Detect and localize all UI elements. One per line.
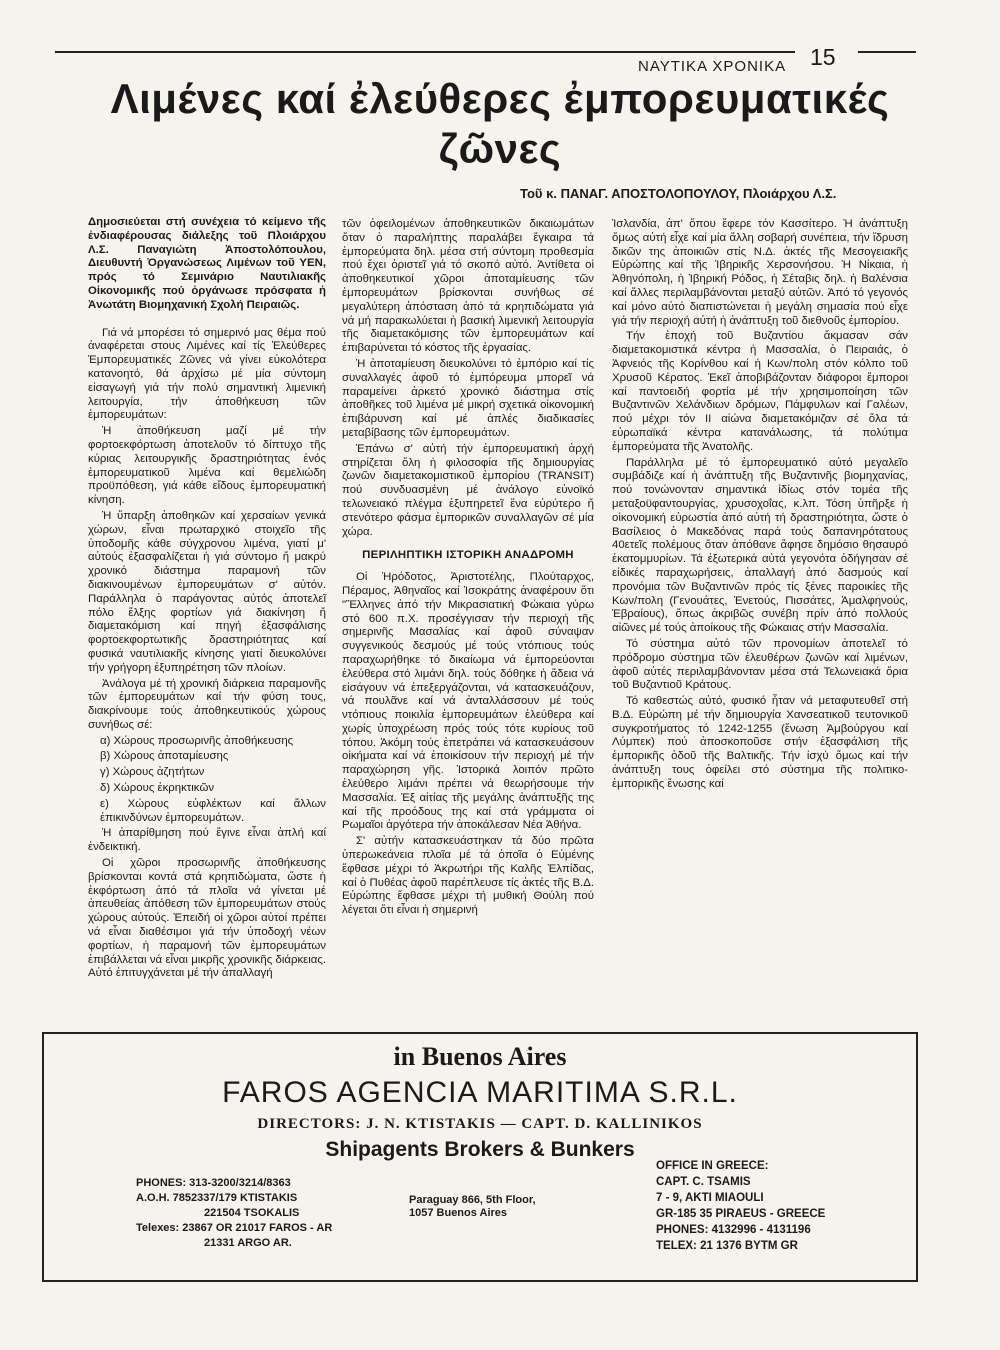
ad-phones: PHONES: 313-3200/3214/8363 [136,1177,291,1189]
ad-greece-contact: CAPT. C. TSAMIS [656,1176,751,1188]
ad-address-line: 1057 Buenos Aires [409,1207,508,1219]
paragraph: Ἡ ὕπαρξη ἀποθηκῶν καί χερσαίων γενικά χώρων, εἶναι πρωταρχικό στοιχεῖο τῆς ὑποδομῆς κάθε σύγχρονου λιμένα, γιατί μ' αὐτούς ἐξασφαλίζεται ἡ γιά σύντομο ἤ μακρύ χρονικό διάστημα παραμονή τῶν διακινουμένων ἐμπορευμάτων σ' αὐτόν. Παράλληλα ὁ παράγοντας αὐτός ἀποτελεῖ πόλο ἕλξης φορτίων γιά διακίνηση ἤ διαμετακόμιση καί πηγή ἐξασφάλισης φορτοεκφορτωτικῆς δραστηριότητας καί φυσικά ναυτιλιακῆς κίνησης γιατί διευκολύνει τήν γρήγορη ἐξυπηρέτηση τῶν πλοίων. [88,509,326,674]
article-title-line1: Λιμένες καί ἐλεύθερες ἐμπορευματικές [110,75,890,122]
paragraph: Γιά νά μπορέσει τό σημερινό μας θέμα πού ἀναφέρεται στους Λιμένες καί τίς Ἐλεύθερες Ἐμπορευματικές Ζῶνες νά γίνει εὐκολότερα κατανοητό, θά ἀρχίσω μέ μία σύντομη εἰσαγωγή γιά τήν πολύ σημαντική λιμενική λειτουργία, τήν ἀποθήκευση τῶν ἐμπορευμάτων: [88,326,326,422]
ad-services: Shipagents Brokers & Bunkers [325,1138,635,1161]
paragraph: Ἡ ἀποταμίευση διευκολύνει τό ἐμπόριο καί τίς συναλλαγές ἀφοῦ τό ἐμπόρευμα μπορεῖ νά παραμείνει ἀρκετό χρονικό διάστημα στίς ἀποθῆκες τοῦ λιμένα μέ μικρή σχετικά οἰκονομική ἐπιβάρυνση καί μέ ἁπλές διαδικασίες μεταβίβασης τῶν ἐμπορευμάτων. [342,357,594,439]
paragraph: τῶν ὀφειλομένων ἀποθηκευτικῶν δικαιωμάτων ὅταν ὁ παραλήπτης παραλάβει ἔγκαιρα τά ἐμπορεύματα δηλ. μέσα στή σύντομη προθεσμία πού ἔχει ὁριστεῖ γιά τό σκοπό αὐτό. Ἀντίθετα οἱ ἀποθηκευτικοί χῶροι ἀποταμίευσης τῶν ἐμπορευμάτων βρίσκονται συνήθως σέ μεγαλύτερη ἀπόσταση ἀπό τά κρηπιδώματα γιά νά μή παρακωλύεται ἡ βασική λιμενική λειτουργία τῆς διαμετακόμισης τῶν ἐμπορευμάτων καί ἐπιβαρύνεται τό κόστος τῆς ἐργασίας. [342,218,594,355]
page-number: 15 [810,44,836,70]
paragraph: Ἰσλανδία, ἀπ' ὅπου ἔφερε τόν Κασσίτερο. Ἡ ἀνάπτυξη ὅμως αὐτή εἶχε καί μία ἄλλη σοβαρή συνέπεια, τήν ἵδρυση δικῶν της ἀποικιῶν στίς Ν.Δ. ἀκτές τῆς Μεσογειακῆς Εὐρώπης καί τῆς Ἰβηρικῆς Χερσονήσου. Ἡ Νίκαια, ἡ Ἀθηνόπολη, ἡ Ἰβηρική Ρόδος, ἡ Σέταβις δηλ. ἡ Βαλένσια καί ἄλλες περιλαμβάνονται μεταξύ αὐτῶν. Ἀπό τό γεγονός καί μόνο αὐτό διαπιστώνεται ἡ μεγάλη σημασία πού εἶχε γιά τήν περιοχή αὐτή ἡ ἀνάπτυξη τοῦ διεθνοῦς ἐμπορίου. [612,218,908,327]
ad-company-name: FAROS AGENCIA MARITIMA S.R.L. [222,1076,738,1109]
ad-address [409,1194,536,1220]
article-title [60,74,940,174]
paragraph: Σ' αὐτήν κατασκευάστηκαν τά δύο πρῶτα ὑπερωκεάνεια πλοῖα μέ τά ὁποῖα ὁ Εὐμένης ἔφθασε μέχρι τό Ἀκρωτήρι τῆς Καλῆς Ἐλπίδας, καί ὁ Πυθέας ἀφοῦ παρέπλευσε τίς ἀκτές τῆς Β.Δ. Εὐρώπης ἔφθασε μέχρι τή μυθική Θούλη πού λέγεται ὅτι εἶναι ἡ σημερινή [342,835,594,917]
paragraph: Τό καθεστώς αὐτό, φυσικό ἦταν νά μεταφυτευθεῖ στή Β.Δ. Εὐρώπη μέ τήν δημιουργία Χανσεατικοῦ τευτονικοῦ συγκροτήματος τό 1242-1255 (ἕνωση Ἀμβούργου καί Λύμπεκ) πού ἀποσκοποῦσε στήν ἐξασφάλιση τῆς ἐμπορικῆς ὁδοῦ τῆς Βαλτικῆς. Τήν ἰσχύ ὅμως καί τήν ἀνάπτυξη τους ὀφείλει στό σύστημα τῆς πολιτικο-ἐμπορικῆς ἕνωσης καί [612,695,908,790]
section-heading: ΠΕΡΙΛΗΠΤΙΚΗ ΙΣΤΟΡΙΚΗ ΑΝΑΔΡΟΜΗ [362,549,574,562]
running-title: ΝΑΥΤΙΚΑ ΧΡΟΝΙΚΑ [638,58,787,75]
ad-location: in Buenos Aires [393,1042,567,1071]
column-3 [612,218,908,794]
article-title-line2: ζῶνες [438,125,562,172]
ad-contact-block [136,1176,332,1251]
ad-telexes: 21331 ARGO AR. [204,1237,292,1249]
ad-address-line: Paraguay 866, 5th Floor, [409,1194,536,1206]
column-1 [88,216,326,983]
lead-paragraph: Δημοσιεύεται στή συνέχεια τό κείμενο τῆς ἐνδιαφέρουσας διάλεξης τοῦ Πλοιάρχου Λ.Σ. Παναγιώτη Ἀποστολόπουλου, Διευθυντή Ὀργανώσεως Λιμένων τοῦ ΥΕΝ, πρός τό Σεμινάριο Ναυτιλιακῆς Οἰκονομικῆς πού ὀργάνωσε πρόσφατα ἡ Ἀνωτάτη Βιομηχανική Σχολή Πειραιῶς. [88,216,326,311]
ad-greece-telex: TELEX: 21 1376 BYTM GR [656,1240,798,1252]
list-item: α) Χώρους προσωρινῆς ἀποθήκευσης [100,734,294,747]
ad-greece-label: OFFICE IN GREECE: [656,1160,769,1172]
list-item: β) Χώρους ἀποταμίευσης [100,750,229,763]
paragraph: Ἡ ἀπαρίθμηση πού ἔγινε εἶναι ἁπλή καί ἐνδεικτική. [88,827,326,854]
ad-aoh: 221504 TSOKALIS [204,1207,300,1219]
ad-greece-phones: PHONES: 4132996 - 4131196 [656,1224,811,1236]
advertisement [42,1032,918,1282]
list-item: δ) Χώρους ἐκρηκτικῶν [100,782,215,795]
paragraph: Ἐπάνω σ' αὐτή τήν ἐμπορευματική ἀρχή στηρίζεται ὅλη ἡ φιλοσοφία τῆς δημιουργίας ζωνῶν διαμετακομιστικοῦ ἐμπορίου (TRANSIT) πού συνδυασμένη μέ ἀνάλογο εὐνοϊκό τελωνειακό πλέγμα ἐξυπηρετεῖ ἕνα εὐρύτερο ἤ στενότερο φάσμα ἐμπορικῶν συναλλαγῶν σέ μία χώρα. [342,442,594,538]
byline: Τοῦ κ. ΠΑΝΑΓ. ΑΠΟΣΤΟΛΟΠΟΥΛΟΥ, Πλοιάρχου Λ.Σ. [520,186,837,201]
paragraph: Παράλληλα μέ τό ἐμπορευματικό αὐτό μεγαλεῖο συμβάδιζε καί ἡ ἀνάπτυξη τῆς Βυζαντινῆς βιομηχανίας, πού τονώνονταν σημαντικά ἰδίως στόν τομέα τῆς μεταξοϋφαντουργίας, χρυσοχοΐας, κ.λπ. Τόση ὑπῆρξε ἡ οἰκονομική εὐρωστία ἀπό αὐτή τή δραστηριότητα, ὥστε ὁ Βασίλειος ὁ Μακεδόνας παρά τούς δαπανηρότατους 40ετεῖς πολέμους ὅταν ἀπόθανε ἄφησε δημόσιο θησαυρό ἑκατομμυρίων. Τά ἐξωτερικά αὐτά γεγονότα ὁδήγησαν σέ εἰδικές παραχωρήσεις, ἀπαλλαγή ἀπό δασμούς καί προνόμια τῶν Βυζαντινῶν πρός τίς ξένες παροικίες τῆς Κων/πολη (Γενουάτες, Ἐνετούς, Πισσάτες, Ἀμαλφηνούς, Ἑβραίους), ὅπως ἀκριβῶς συνέβη πρίν ἀπό πολλούς αἰῶνες μέ τούς ἀποίκους τῆς Φώκαιας στήν Μασσαλία. [612,456,908,635]
paragraph: Ἡ ἀποθήκευση μαζί μέ τήν φορτοεκφόρτωση ἀποτελοῦν τό δίπτυχο τῆς κύριας λειτουργικῆς δραστηριότητας ἑνός ἐμπορευματικοῦ λιμένα καί θεμελιώδη προϋπόθεση, γιά κάθε εἴδους ἐμπορευματική κίνηση. [88,425,326,507]
header-rule-left [55,51,795,53]
ad-greece-city: GR-185 35 PIRAEUS - GREECE [656,1208,826,1220]
list-item: γ) Χώρους ἀζητήτων [100,766,205,779]
ad-directors: DIRECTORS: J. N. KTISTAKIS — CAPT. D. KALLINIKOS [257,1116,703,1132]
column-2 [342,218,594,920]
ad-greece-street: 7 - 9, AKTI MIAOULI [656,1192,764,1204]
paragraph: Τό σύστημα αὐτό τῶν προνομίων ἀποτελεῖ τό πρόδρομο σύστημα τῶν ἐλευθέρων ζωνῶν καί λιμένων, ἀφοῦ αὐτές περιλαμβάνονταν μέσα στά Τελωνειακά ὅρια τοῦ Βυζαντιοῦ Κράτους. [612,637,908,692]
header-rule-right [858,51,916,53]
ad-greece-office [656,1158,825,1254]
paragraph: Οἱ χῶροι προσωρινῆς ἀποθήκευσης βρίσκονται κοντά στά κρηπιδώματα, ὥστε ἡ ἐκφόρτωση ἀπό τά πλοῖα νά γίνεται μέ ἀπευθείας ἀπόθεση τῶν ἐμπορευμάτων στούς χώρους αὐτούς. Ἐπειδή οἱ χῶροι αὐτοί πρέπει νά εἶναι διαθέσιμοι γιά τήν ὑποδοχή νέων φορτίων, ἡ παραμονή τῶν ἐμπορευμάτων ἐπιβάλλεται νά εἶναι μικρῆς χρονικῆς διάρκειας. Αὐτό ἐπιτυγχάνεται μέ τήν ἀπαλλαγή [88,857,326,980]
ad-aoh: A.O.H. 7852337/179 KTISTAKIS [136,1192,298,1204]
paragraph: Τήν ἐποχή τοῦ Βυζαντίου ἄκμασαν σάν διαμετακομιστικά κέντρα ἡ Μασσαλία, ὁ Πειραιάς, ὁ Ἀφνειός τῆς Κορίνθου καί ἡ Κων/πολη στόν κόλπο τοῦ Χρυσοῦ Κέρατος. Ἐκεῖ ἀποβιβάζονταν διάφοροι ἔμποροι καί παντοειδή φορτία μέ τήν χρησιμοποίηση τῶν Βυζαντινῶν Χελάνδιων δρόμων, Πάμφυλων καί Γαλέων, πού μέχρι τόν ΙΙ αἰώνα διαμετακόμιζαν σέ ὅλα τά εὐρωπαϊκά κέντρα κατανάλωσης, τά πολύτιμα ἐμπορεύματα τῆς Ἀνατολῆς. [612,330,908,453]
paragraph: Οἱ Ἡρόδοτος, Ἀριστοτέλης, Πλούταρχος, Πέραμος, Ἀθηναῖος καί Ἰσοκράτης ἀναφέρουν ὅτι "Ἕλληνες ἀπό τήν Μικρασιατική Φώκαια γύρω στό 600 π.Χ. προσέγγισαν τήν περιοχή τῆς σημερινῆς Μασαλίας καί ἀφοῦ σύναψαν συγγενικούς δεσμούς μέ τούς ντόπιους τούς παραχωρήθηκε τό δικαίωμα νά ἐμπορεύονται ἐλεύθερα στό λιμάνι δηλ. τούς δόθηκε ἡ ἄδεια νά εἰσάγουν νά ἐπεξεργάζονται, νά κατασκευάζουν, νά πουλᾶνε καί νά ἀνταλλάσσουν μέ τούς ντόπιους ποικιλία ἐμπορευμάτων ἐλεύθερα καί χωρίς ὑποχρέωση πρός τούς τότε κυρίους τοῦ τόπου. Ἀκόμη τούς ἐπετράπει νά κατασκευάσουν οἰκήματα καί νά ἐποικίσουν τήν περιοχή μέ τήν παραχώρηση γῆς. Ἱστορικά λοιπόν πρῶτο ἐλεύθερο λιμάνι πρέπει νά θεωρήσουμε τήν Μασσαλία. Ἐξ αἰτίας τῆς μεγάλης ἀνάπτυξῆς της καί τῆς προόδους της καί στά γράμματα οἱ Ρωμαῖοι ἀργότερα τήν ἀποκάλεσαν Νέα Ἀθήνα. [342,571,594,832]
paragraph: Ἀνάλογα μέ τή χρονική διάρκεια παραμονῆς τῶν ἐμπορευμάτων καί τήν φύση τους, διακρίνουμε τούς ἀποθηκευτικούς χώρους συνήθως σέ: [88,677,326,731]
list-item: ε) Χώρους εὐφλέκτων καί ἄλλων ἐπικινδύνων ἐμπορευμάτων. [100,797,326,824]
ad-telexes: Telexes: 23867 OR 21017 FAROS - AR [136,1222,333,1234]
